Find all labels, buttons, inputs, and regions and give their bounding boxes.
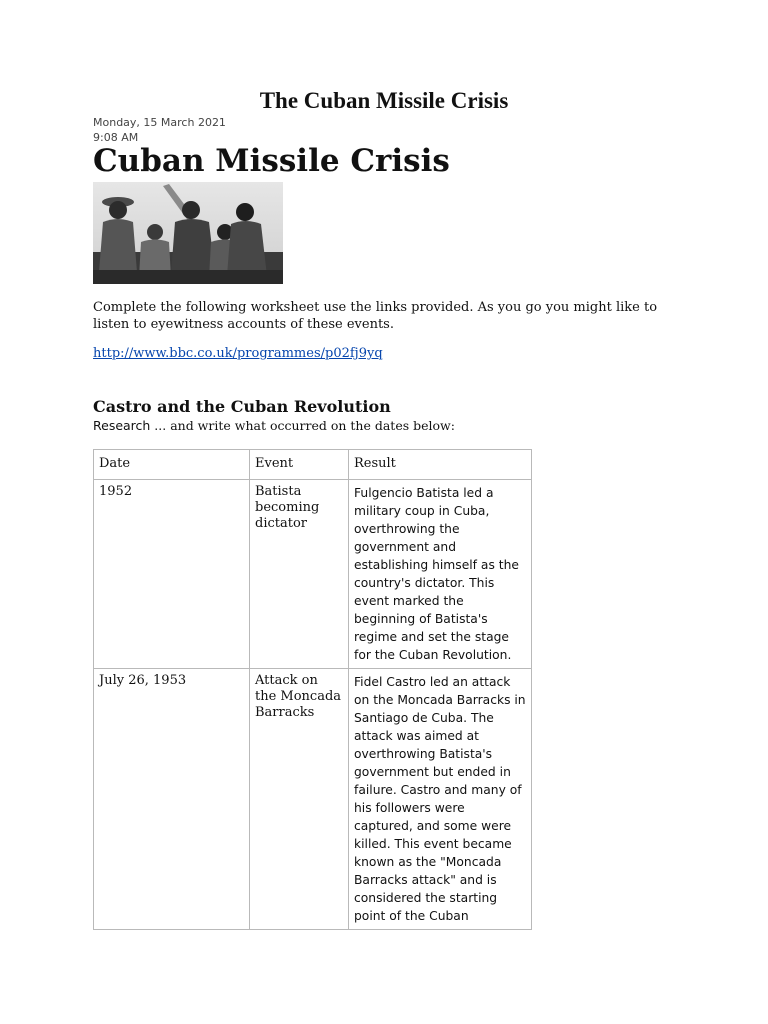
- header-date: Date: [94, 450, 250, 480]
- cell-result: [349, 669, 532, 930]
- page-title: The Cuban Missile Crisis: [259, 88, 509, 113]
- section-instructions: [93, 418, 455, 433]
- cell-event: Attack on the Moncada Barracks: [250, 669, 349, 930]
- table-row: [94, 480, 532, 669]
- note-time: 9:08 AM: [93, 131, 139, 144]
- note-date: Monday, 15 March 2021: [93, 116, 226, 129]
- header-event: Event: [250, 450, 349, 480]
- cell-date: July 26, 1953: [94, 669, 250, 930]
- cell-result-text: Fidel Castro led an attack on the Moncada Barracks in Santiago de Cuba. The attack was aimed at overthrowing Batista's government but ended in failure. Castro and many of his followers were captured, and some were killed. This event became known as the "Moncada Barracks attack" and is considered the starting point of the Cuban: [354, 675, 526, 923]
- instructions-prefix: Research ...: [93, 418, 167, 433]
- intro-text: Complete the following worksheet use the links provided. As you go you might like to listen to eyewitness accounts of these events.: [93, 300, 658, 332]
- cell-result: Fulgencio Batista led a military coup in Cuba, overthrowing the government and establishing himself as the country's dictator. This event marked the beginning of Batista's regime and set the stage for the Cuban Revolution.: [349, 480, 532, 669]
- events-table: [93, 449, 532, 930]
- main-heading: Cuban Missile Crisis: [93, 143, 450, 179]
- table-row: [94, 669, 532, 930]
- historical-photo-image: [93, 182, 283, 284]
- section-heading: Castro and the Cuban Revolution: [93, 397, 391, 416]
- bbc-link[interactable]: http://www.bbc.co.uk/programmes/p02fj9yq: [93, 346, 383, 361]
- instructions-rest: and write what occurred on the dates below:: [166, 418, 455, 433]
- cell-date: 1952: [94, 480, 250, 669]
- cell-event: Batista becoming dictator: [250, 480, 349, 669]
- header-result: Result: [349, 450, 532, 480]
- table-header-row: [94, 450, 532, 480]
